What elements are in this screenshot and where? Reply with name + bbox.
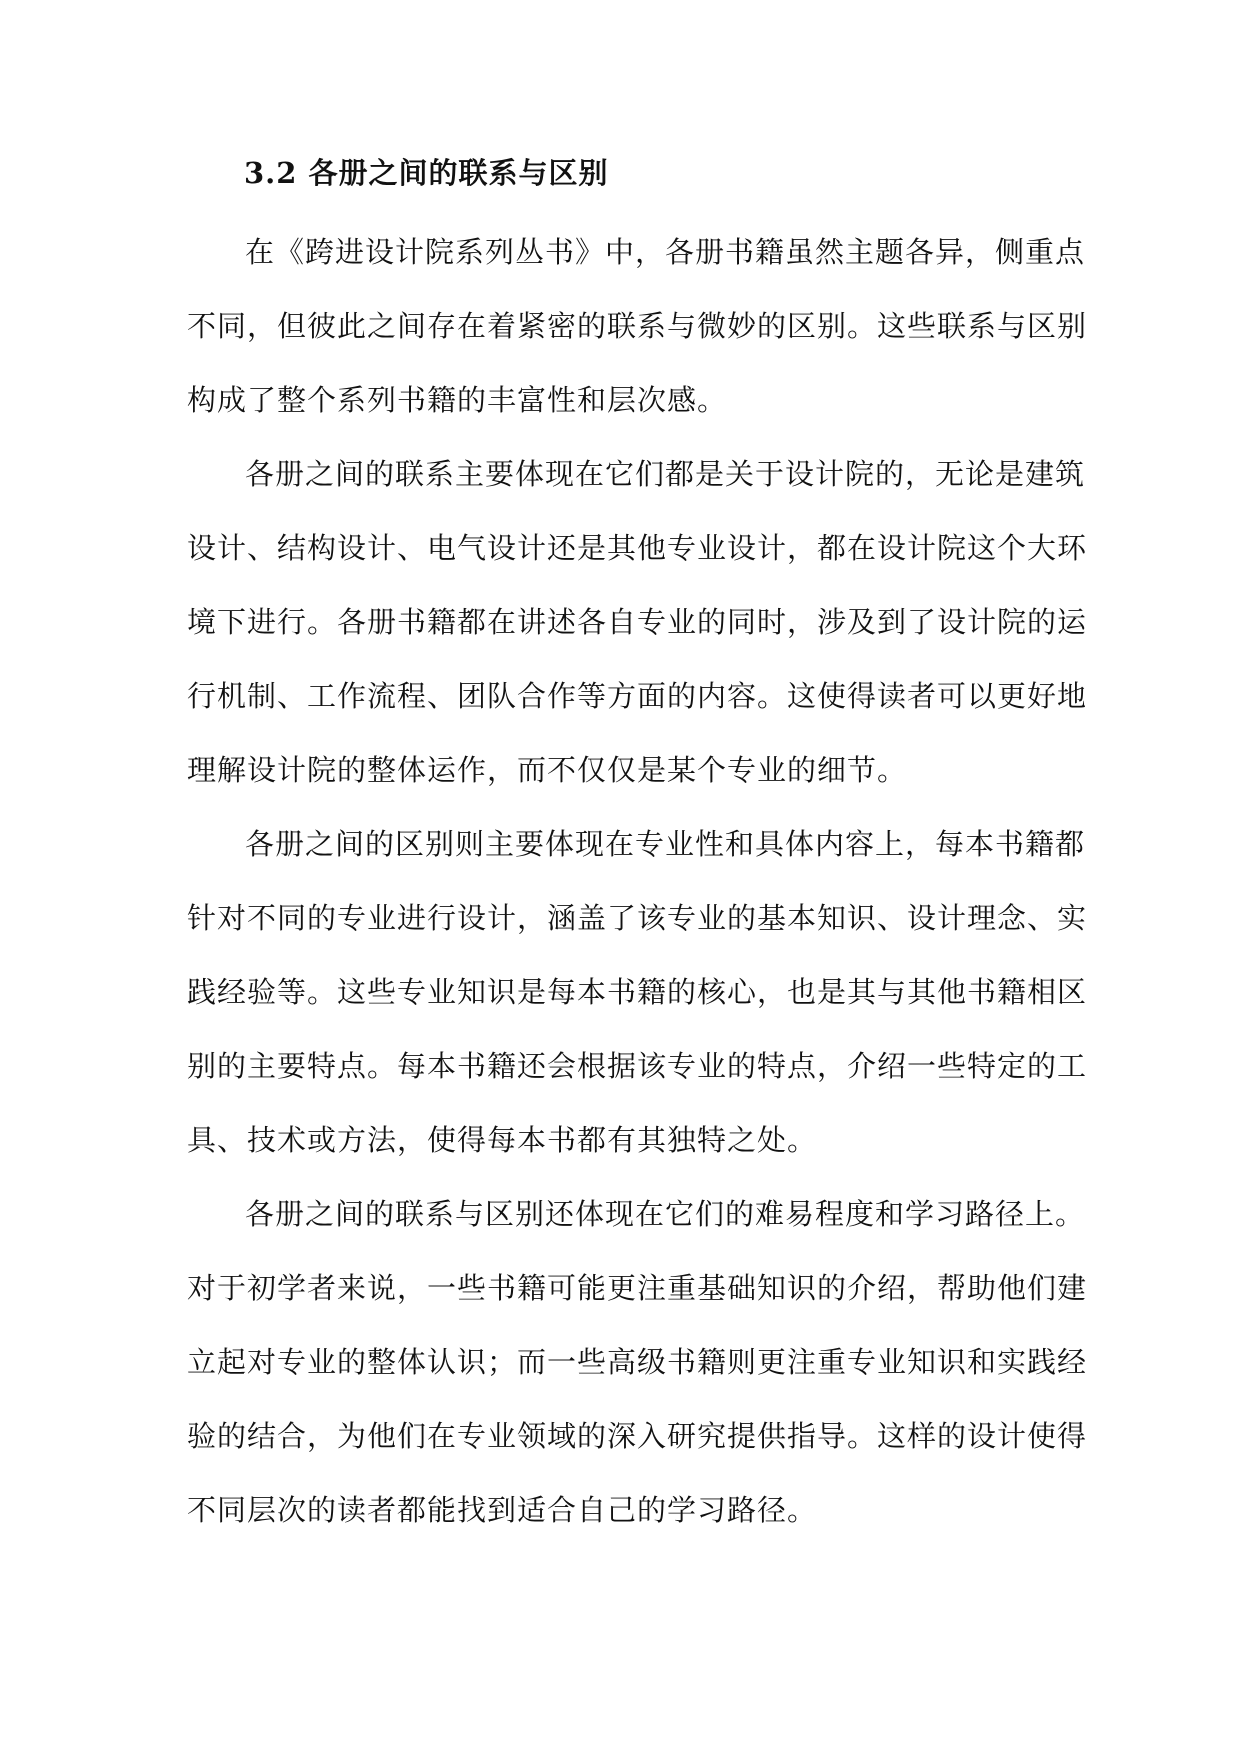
paragraph-line: 各册之间的联系主要体现在它们都是关于设计院的，无论是建筑 [245,457,1086,491]
paragraph-line: 构成了整个系列书籍的丰富性和层次感。 [187,383,728,417]
paragraph-line: 立起对专业的整体认识；而一些高级书籍则更注重专业知识和实践经 [187,1345,1088,1379]
paragraph-2 [187,437,1088,807]
paragraph-line: 别的主要特点。每本书籍还会根据该专业的特点，介绍一些特定的工 [187,1049,1088,1083]
document-body [187,143,1088,1547]
paragraph-line: 理解设计院的整体运作，而不仅仅是某个专业的细节。 [187,753,908,787]
paragraph-line: 践经验等。这些专业知识是每本书籍的核心，也是其与其他书籍相区 [187,975,1088,1009]
paragraph-line: 具、技术或方法，使得每本书都有其独特之处。 [187,1123,818,1157]
paragraph-line: 在《跨进设计院系列丛书》中，各册书籍虽然主题各异，侧重点 [245,235,1086,269]
section-heading: 3.2 各册之间的联系与区别 [244,156,609,190]
paragraph-line: 验的结合，为他们在专业领域的深入研究提供指导。这样的设计使得 [187,1419,1088,1453]
paragraph-1 [187,215,1088,437]
paragraph-line: 各册之间的联系与区别还体现在它们的难易程度和学习路径上。 [245,1197,1086,1231]
paragraph-line: 各册之间的区别则主要体现在专业性和具体内容上，每本书籍都 [245,827,1086,861]
paragraph-line: 设计、结构设计、电气设计还是其他专业设计，都在设计院这个大环 [187,531,1088,565]
paragraph-line: 境下进行。各册书籍都在讲述各自专业的同时，涉及到了设计院的运 [187,605,1088,639]
paragraph-4 [187,1177,1088,1547]
paragraph-3 [187,807,1088,1177]
paragraph-line: 不同层次的读者都能找到适合自己的学习路径。 [187,1493,818,1527]
paragraph-line: 行机制、工作流程、团队合作等方面的内容。这使得读者可以更好地 [187,679,1088,713]
paragraph-line: 针对不同的专业进行设计，涵盖了该专业的基本知识、设计理念、实 [187,901,1088,935]
paragraph-line: 对于初学者来说，一些书籍可能更注重基础知识的介绍，帮助他们建 [187,1271,1088,1305]
paragraph-line: 不同，但彼此之间存在着紧密的联系与微妙的区别。这些联系与区别 [187,309,1088,343]
